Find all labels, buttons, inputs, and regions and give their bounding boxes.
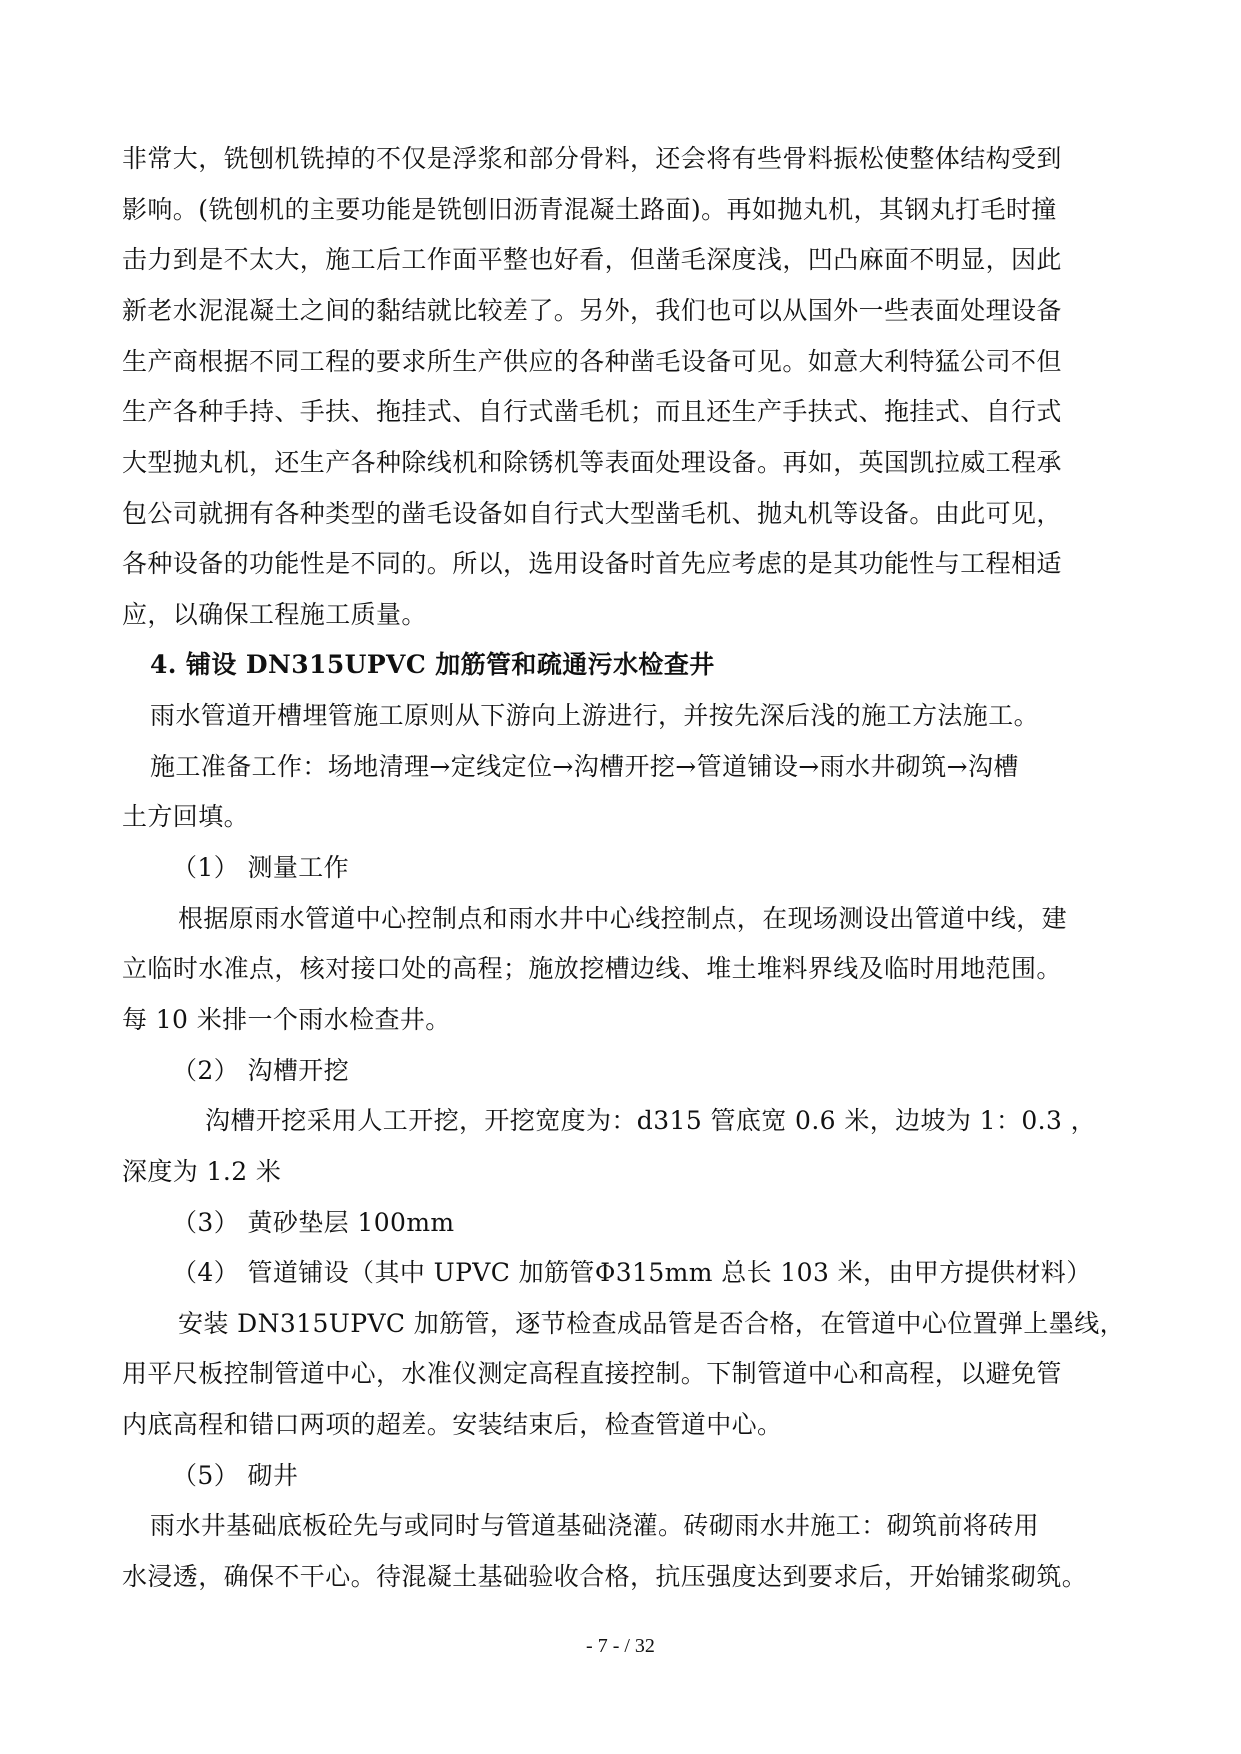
body-text-line: 大型抛丸机，还生产各种除线机和除锈机等表面处理设备。再如，英国凯拉威工程承 — [122, 448, 1062, 477]
body-text-line: 雨水管道开槽埋管施工原则从下游向上游进行，并按先深后浅的施工方法施工。 — [150, 701, 1040, 730]
body-text-line: 沟槽开挖采用人工开挖，开挖宽度为：d315 管底宽 0.6 米，边坡为 1：0.3 ， — [205, 1106, 1097, 1135]
subsection-heading: （2） 沟槽开挖 — [172, 1056, 350, 1085]
body-text-line: 生产各种手持、手扶、拖挂式、自行式凿毛机；而且还生产手扶式、拖挂式、自行式 — [122, 397, 1062, 426]
body-text-line: 施工准备工作：场地清理→定线定位→沟槽开挖→管道铺设→雨水井砌筑→沟槽 — [150, 752, 1019, 781]
subsection-heading: （5） 砌井 — [172, 1461, 299, 1490]
body-text-line: 内底高程和错口两项的超差。安装结束后，检查管道中心。 — [122, 1410, 783, 1439]
body-text-line: 各种设备的功能性是不同的。所以，选用设备时首先应考虑的是其功能性与工程相适 — [122, 549, 1062, 578]
page-number: - 7 - / 32 — [586, 1635, 655, 1657]
body-text-line: 击力到是不太大，施工后工作面平整也好看，但凿毛深度浅，凹凸麻面不明显，因此 — [122, 245, 1062, 274]
body-text-line: 新老水泥混凝土之间的黏结就比较差了。另外，我们也可以从国外一些表面处理设备 — [122, 296, 1062, 325]
body-text-line: 雨水井基础底板砼先与或同时与管道基础浇灌。砖砌雨水井施工：砌筑前将砖用 — [150, 1511, 1040, 1540]
subsection-heading: （3） 黄砂垫层 100mm — [172, 1208, 455, 1237]
body-text-line: 立临时水准点，核对接口处的高程；施放挖槽边线、堆土堆料界线及临时用地范围。 — [122, 954, 1062, 983]
subsection-heading: （4） 管道铺设（其中 UPVC 加筋管Φ315mm 总长 103 米，由甲方提供材料） — [172, 1258, 1092, 1287]
body-text-line: 用平尺板控制管道中心，水准仪测定高程直接控制。下制管道中心和高程，以避免管 — [122, 1359, 1062, 1388]
body-text-line: 根据原雨水管道中心控制点和雨水井中心线控制点，在现场测设出管道中线，建 — [178, 904, 1068, 933]
body-text-line: 影响。(铣刨机的主要功能是铣刨旧沥青混凝土路面)。再如抛丸机，其钢丸打毛时撞 — [122, 195, 1057, 224]
body-text-line: 安装 DN315UPVC 加筋管，逐节检查成品管是否合格，在管道中心位置弹上墨线， — [178, 1309, 1126, 1338]
body-text-line: 深度为 1.2 米 — [122, 1157, 282, 1186]
body-text-line: 水浸透，确保不干心。待混凝土基础验收合格，抗压强度达到要求后，开始铺浆砌筑。 — [122, 1562, 1088, 1591]
body-text-line: 土方回填。 — [122, 802, 250, 831]
body-text-line: 包公司就拥有各种类型的凿毛设备如自行式大型凿毛机、抛丸机等设备。由此可见， — [122, 499, 1062, 528]
body-text-line: 生产商根据不同工程的要求所生产供应的各种凿毛设备可见。如意大利特猛公司不但 — [122, 347, 1062, 376]
body-text-line: 每 10 米排一个雨水检查井。 — [122, 1005, 451, 1034]
subsection-heading: （1） 测量工作 — [172, 853, 350, 882]
body-text-line: 非常大，铣刨机铣掉的不仅是浮浆和部分骨料，还会将有些骨料振松使整体结构受到 — [122, 144, 1062, 173]
section-heading: 4. 铺设 DN315UPVC 加筋管和疏通污水检查井 — [150, 650, 715, 679]
body-text-line: 应，以确保工程施工质量。 — [122, 600, 427, 629]
